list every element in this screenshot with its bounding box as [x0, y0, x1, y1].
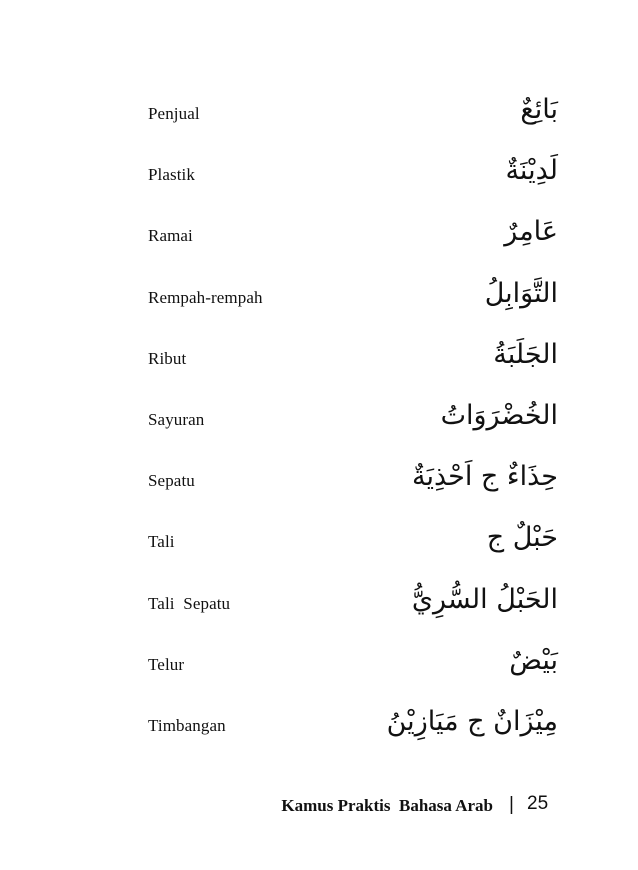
indonesian-word: Tali: [148, 532, 175, 552]
arabic-word: لَدِيْنَةٌ: [505, 155, 558, 187]
indonesian-word: Ribut: [148, 348, 187, 368]
indonesian-word: Ramai: [148, 226, 193, 246]
arabic-word: بَيْضٌ: [509, 644, 558, 676]
arabic-word: الخُضْرَوَاتُ: [440, 399, 558, 431]
arabic-word: التَّوَابِلُ: [484, 277, 558, 309]
list-item: [148, 461, 558, 526]
indonesian-word: Penjual: [148, 104, 200, 123]
indonesian-word: Rempah-rempah: [148, 287, 263, 307]
list-item: [148, 94, 558, 159]
arabic-word: الجَلَبَةُ: [493, 338, 558, 370]
vocabulary-list: [148, 94, 558, 771]
indonesian-word: Sepatu: [148, 471, 195, 491]
indonesian-word: Telur: [148, 654, 185, 674]
list-item: [148, 277, 558, 343]
list-item: [148, 216, 558, 281]
list-item: [148, 583, 558, 649]
indonesian-word: Sayuran: [148, 409, 205, 429]
arabic-word: حِذَاءٌ ج اَحْذِيَةٌ: [411, 461, 558, 493]
arabic-word: بَائِعٌ: [520, 94, 558, 125]
arabic-word: مِيْزَانٌ ج مَيَازِيْنُ: [386, 705, 558, 737]
list-item: [148, 705, 558, 771]
list-item: [148, 522, 558, 587]
arabic-word: عَامِرٌ: [504, 216, 558, 248]
page-number: 25: [527, 793, 549, 814]
list-item: [148, 399, 558, 465]
list-item: [148, 338, 558, 404]
footer-separator: |: [509, 794, 514, 815]
arabic-word: حَبْلٌ ج: [486, 522, 558, 554]
page-footer: [0, 792, 638, 822]
book-title: Kamus Praktis Bahasa Arab: [281, 796, 493, 815]
arabic-word: الحَبْلُ السُّرِيُّ: [411, 583, 558, 615]
indonesian-word: Plastik: [148, 165, 195, 185]
list-item: [148, 644, 558, 710]
list-item: [148, 155, 558, 220]
indonesian-word: Tali Sepatu: [148, 593, 231, 613]
indonesian-word: Timbangan: [148, 715, 226, 735]
